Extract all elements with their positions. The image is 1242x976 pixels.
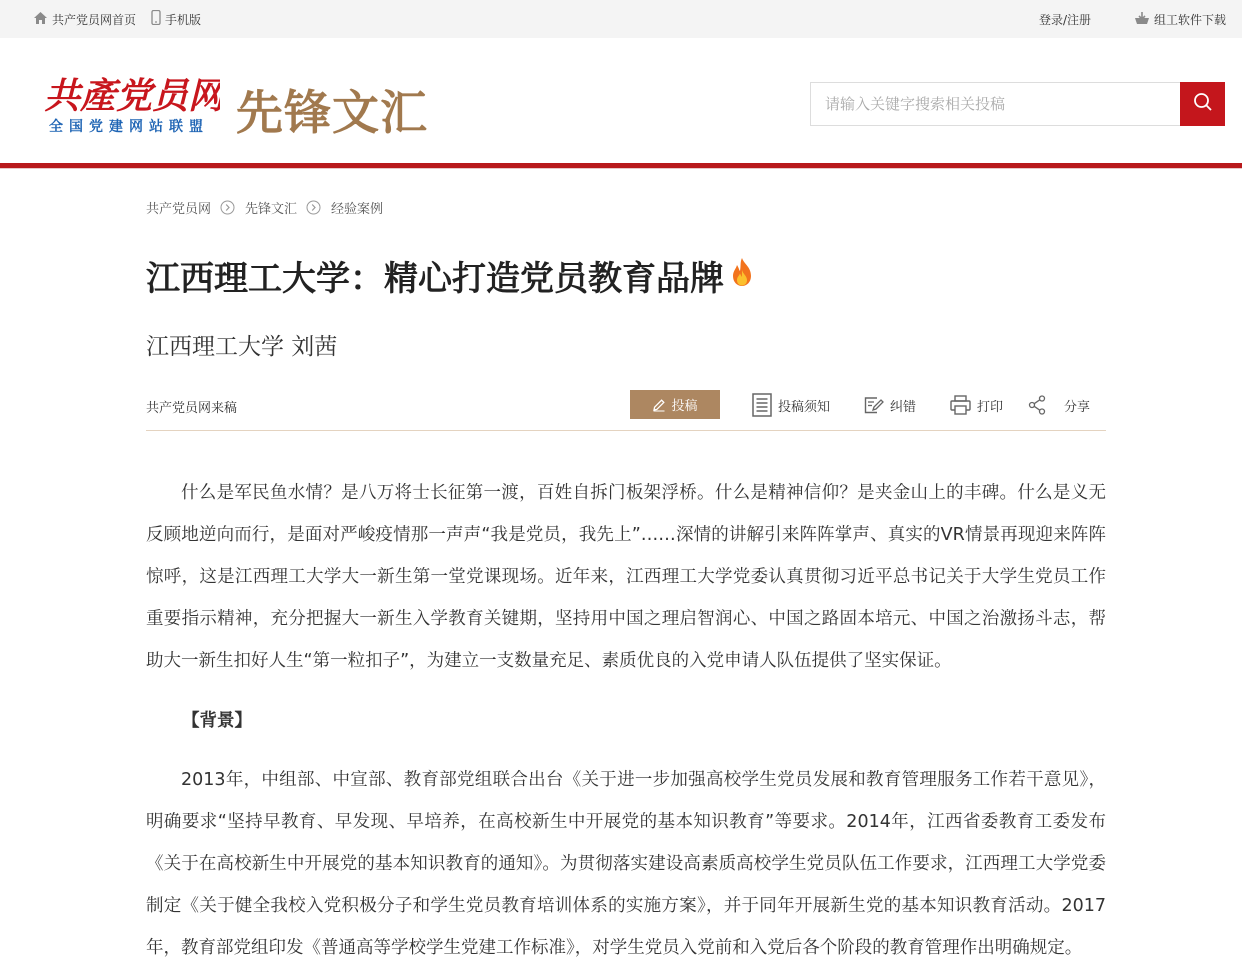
pencil-icon — [652, 398, 666, 412]
login-link-label: 登录/注册 — [1039, 12, 1092, 27]
breadcrumb-item-home[interactable]: 共产党员网 — [146, 201, 212, 217]
correction-label: 纠错 — [890, 399, 917, 415]
meta-divider — [146, 430, 1106, 431]
site-logo[interactable] — [44, 72, 220, 116]
submission-guide-label: 投稿须知 — [778, 399, 831, 415]
download-link-label: 组工软件下载 — [1154, 12, 1227, 27]
article-paragraph: 2013年，中组部、中宣部、教育部党组联合出台《关于进一步加强高校学生党员发展和教育管理服务工作若干意见》，明确要求“坚持早教育、早发现、早培养，在高校新生中开展党的基本知识教育”等要求。2014年，江西省委教育工委发布《关于在高校新生中开展党的基本知识教育的通知》。为贯彻落实建设高素质高校学生党员队伍工作要求，江西理工大学党委制定《关于健全我校入党积极分子和学生党员教育培训体系的实施方案》，并于同年开展新生党的基本知识教育活动。2017年，教育部党组印发《普通高等学校学生党建工作标准》，对学生党员入党前和入党后各个阶段的教育管理作出明确规定。 — [146, 770, 1106, 958]
submission-guide-button[interactable] — [752, 391, 830, 419]
search-icon — [1193, 92, 1213, 116]
chevron-right-icon — [306, 200, 321, 215]
mobile-link[interactable] — [151, 0, 201, 38]
breadcrumb-item-section[interactable]: 先锋文汇 — [245, 201, 298, 217]
download-icon — [1134, 11, 1150, 28]
breadcrumb-item-category[interactable]: 经验案例 — [331, 201, 384, 217]
mobile-link-label: 手机版 — [165, 12, 202, 27]
login-link[interactable] — [1039, 0, 1091, 38]
share-button[interactable] — [1028, 391, 1090, 419]
download-link[interactable] — [1134, 0, 1226, 38]
top-bar — [0, 0, 1242, 38]
submit-button-label: 投稿 — [671, 399, 698, 414]
edit-icon — [864, 396, 890, 414]
printer-icon — [950, 395, 977, 415]
site-header — [0, 38, 1242, 163]
article-paragraph: 什么是军民鱼水情？是八万将士长征第一渡，百姓自拆门板架浮桥。什么是精神信仰？是夹金山上的丰碑。什么是义无反顾地逆向而行，是面对严峻疫情那一声声“我是党员，我先上”……深情的讲解引来阵阵掌声、真实的VR情景再现迎来阵阵惊呼，这是江西理工大学大一新生第一堂党课现场。近年来，江西理工大学党委认真贯彻习近平总书记关于大学生党员工作重要指示精神，充分把握大一新生入学教育关键期，坚持用中国之理启智润心、中国之路固本培元、中国之治激扬斗志，帮助大一新生扣好人生“第一粒扣子”，为建立一支数量充足、素质优良的入党申请人队伍提供了坚实保证。 — [146, 483, 1106, 671]
article-author: 江西理工大学 刘茜 — [146, 334, 338, 360]
breadcrumb — [146, 198, 383, 216]
share-label: 分享 — [1064, 399, 1091, 415]
search-input[interactable] — [811, 83, 1181, 125]
share-icon — [1028, 395, 1052, 415]
article-source: 共产党员网来稿 — [146, 401, 238, 416]
home-link[interactable] — [33, 0, 136, 38]
home-link-label: 共产党员网首页 — [52, 12, 137, 27]
site-title: 先锋文汇 — [236, 86, 428, 141]
header-divider-shadow — [0, 168, 1242, 169]
chevron-right-icon — [220, 200, 235, 215]
fire-icon — [730, 256, 754, 296]
article-body-background — [146, 759, 1106, 969]
section-heading: 【背景】 — [182, 711, 252, 731]
svg-text:共產党员网: 共產党员网 — [44, 75, 220, 116]
article-title-text: 江西理工大学：精心打造党员教育品牌 — [146, 259, 724, 299]
search-button[interactable] — [1180, 82, 1225, 126]
phone-icon — [151, 10, 161, 28]
home-icon — [33, 11, 48, 28]
article-body-intro — [146, 472, 1106, 682]
article-title — [146, 251, 754, 300]
document-icon — [752, 393, 778, 417]
correction-button[interactable] — [864, 391, 916, 419]
print-label: 打印 — [977, 399, 1004, 415]
logo-subtitle: 全国党建网站联盟 — [49, 119, 209, 135]
print-button[interactable] — [950, 391, 1003, 419]
search-box — [810, 82, 1181, 126]
submit-button[interactable] — [630, 390, 720, 419]
